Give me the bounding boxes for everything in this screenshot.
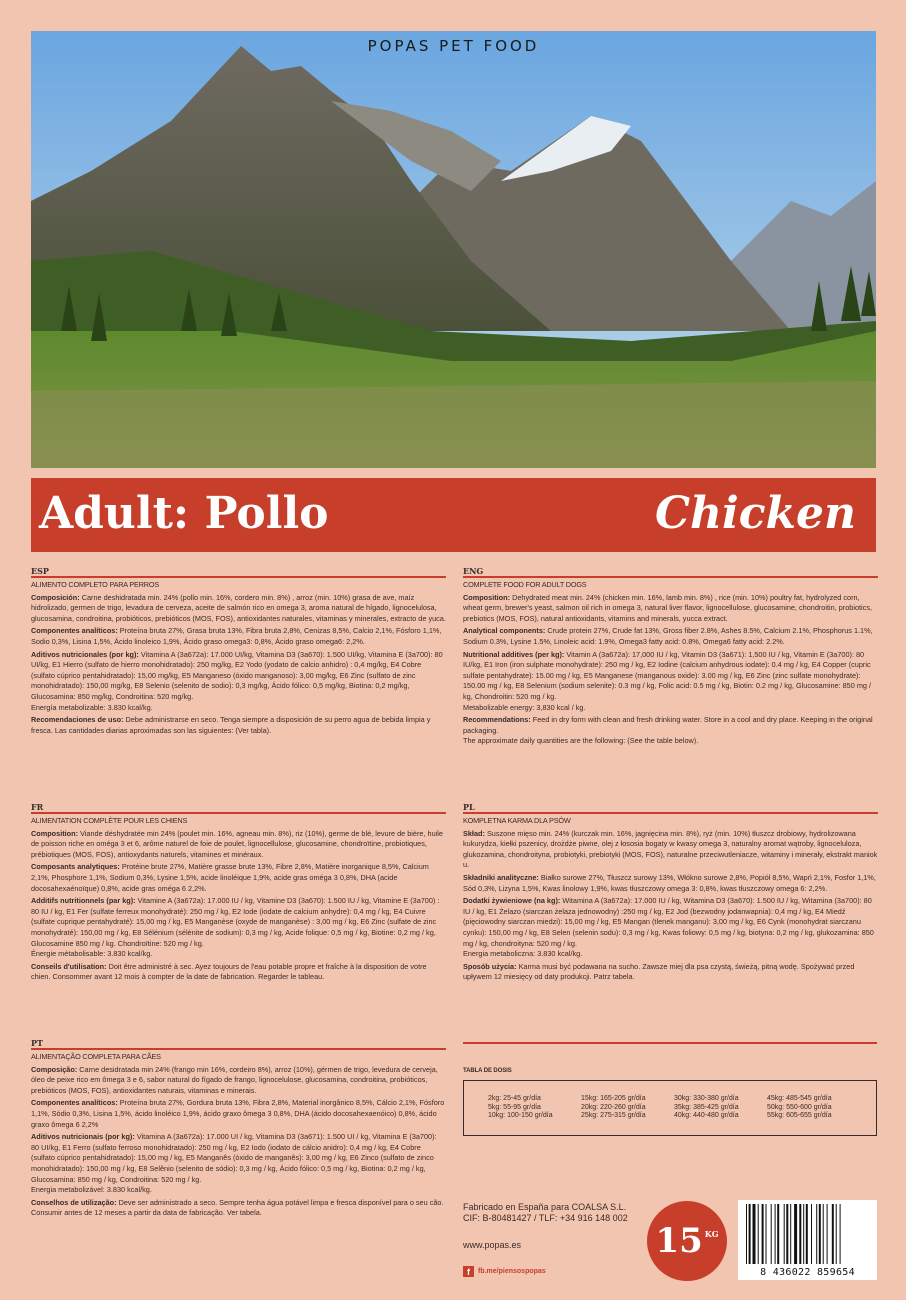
barcode-bar bbox=[766, 1204, 767, 1264]
manufacturer-contact: CIF: B-80481427 / TLF: +34 916 148 002 bbox=[463, 1213, 628, 1223]
analytical-text: Crude protein 27%, Crude fat 13%, Gross fiber 2.8%, Ashes 8.5%, Calcium 2.1%, Phosphorus 1.1%, Sodium 0.3%, Lysine 1.5%, Linoleic acid: 1.9%, Omega3 fatty acid: 0.8%, Omega6 fatty acid: 2.2%. bbox=[463, 626, 873, 646]
barcode-bar bbox=[775, 1204, 776, 1264]
analytical-text: Proteína bruta 27%, Gordura bruta 13%, Fibra 2,8%, Material inorgânico 8,5%, Cálcio 2,1%, Fósforo 1,1%, Sódio 0,3%, Lisina 1,5%, ácido linoléico 1,9%, ácido graxo ômega 3 0,8%, DHA (ácido docosahexaenóico) 0,8%, ácido graxo ômega 6 2,2% bbox=[31, 1098, 445, 1129]
section-pl bbox=[463, 802, 878, 985]
dose-entry: 10kg: 100-150 gr/día bbox=[488, 1112, 553, 1120]
manufacturer-info bbox=[463, 1202, 628, 1224]
energy-text: Énergie métabolisable: 3.830 kcal/kg. bbox=[31, 949, 153, 959]
section-code: FR bbox=[31, 802, 44, 812]
recommendations-label: Recomendaciones de uso: bbox=[31, 715, 124, 725]
analytical-label: Analytical components: bbox=[463, 626, 546, 636]
barcode-bar bbox=[790, 1204, 791, 1264]
composition bbox=[31, 593, 446, 625]
section-heading: ALIMENTATION COMPLÈTE POUR LES CHIENS bbox=[31, 816, 188, 825]
barcode-bar bbox=[777, 1204, 779, 1264]
dose-entry: 30kg: 330-380 gr/día bbox=[674, 1095, 739, 1102]
divider bbox=[31, 576, 446, 578]
dose-entry: 35kg: 385-425 gr/día bbox=[674, 1103, 739, 1111]
recommendations-text: Doit être administré à sec. Ayez toujours de l'eau potable propre et fraîche à la disposition de votre chien. Consommer avant 12 mois à compter de la date de fabrication. Regarder le tableau. bbox=[31, 961, 427, 982]
barcode-bar bbox=[784, 1204, 785, 1264]
mountain-illustration bbox=[31, 31, 876, 468]
recommendations-text: Feed in dry form with clean and fresh drinking water. Store in a cool and dry place. Keeping in the original packaging. bbox=[463, 715, 873, 735]
divider bbox=[31, 1048, 446, 1050]
analytical bbox=[31, 862, 446, 894]
weight-unit: KG bbox=[704, 1229, 719, 1239]
barcode-bar bbox=[749, 1204, 751, 1264]
website-link[interactable]: www.popas.es bbox=[463, 1240, 522, 1250]
dose-column bbox=[581, 1095, 674, 1135]
additives bbox=[463, 896, 878, 960]
dose-entry: 45kg: 485-545 gr/día bbox=[767, 1095, 832, 1102]
recommendations-label: Conseils d'utilisation: bbox=[31, 961, 107, 971]
analytical-label: Składniki analityczne: bbox=[463, 872, 539, 882]
barcode-digits: 8 436022 859654 bbox=[760, 1267, 855, 1278]
divider bbox=[463, 576, 878, 578]
dose-entry: 55kg: 605-655 gr/día bbox=[767, 1112, 832, 1120]
dose-column bbox=[674, 1095, 767, 1135]
divider bbox=[463, 812, 878, 814]
dose-entry: 15kg: 165-205 gr/día bbox=[581, 1095, 646, 1102]
section-code: PL bbox=[463, 802, 475, 812]
analytical bbox=[463, 626, 878, 647]
composition-text: Viande déshydratée min 24% (poulet min. 16%, agneau min. 8%), riz (10%), germe de blé, levure de bière, huile de poisson riche en oméga 3 et 6, arôme naturel de foie de poulet, lignocellulose, glucosamine, chondroïtine, probiotiques, prébiotiques (MOS, FOS), antioxydants naturels, vitamines et minéraux. bbox=[31, 828, 443, 859]
barcode-bar bbox=[753, 1204, 756, 1264]
barcode-bar bbox=[762, 1204, 764, 1264]
additives-label: Aditivos nutricionais (por kg): bbox=[31, 1132, 135, 1142]
dose-entry: 25kg: 275-315 gr/día bbox=[581, 1112, 646, 1120]
additives-text: Witamina A (3a672a): 17.000 IU / kg, Witamina D3 (3a670): 1.500 IU / kg, Witamina (3a700): 80 IU / kg, E1 Żelazo (siarczan żelaza jednowodny) :250 mg / kg, E2 Jod (bezwodny jodanwapnia): 0,4 mg / kg, E4 Miedź (pięciowodny siarczan miedzi): 15,00 mg / kg, E5 Mangan (tlenek manganu): 3,00 mg / kg, E6 Cynk (monohydrat siarczanu cynku): 150,00 mg / kg, E8 Selen (selenin sodu): 0,3 mg / kg, Kwas foliowy: 0,5 mg / kg, biotyna: 0,2 mg / kg, glukozamina: 850 mg / kg, chondroityna: 520 mg / kg. bbox=[463, 896, 874, 948]
dose-table-box bbox=[463, 1080, 877, 1136]
landscape-photo bbox=[31, 31, 876, 468]
additives-label: Additifs nutritionnels (par kg): bbox=[31, 896, 136, 906]
recommendations-text-2: The approximate daily quantities are the following: (See the table below). bbox=[463, 736, 699, 746]
divider bbox=[31, 812, 446, 814]
analytical bbox=[31, 626, 446, 647]
recommendations-text: Debe administrarse en seco. Tenga siempre a disposición de su perro agua de bebida limpia y fresca. Las cantidades diarias aproximadas son las siguientes: (Ver tabla). bbox=[31, 715, 431, 735]
section-heading: ALIMENTAÇÃO COMPLETA PARA CÃES bbox=[31, 1052, 161, 1061]
flavor-title: Chicken bbox=[655, 488, 856, 539]
additives-text: Vitamina A (3a672a): 17.000 UI / kg, Vitamina D3 (3a671): 1.500 UI / kg, Vitamina E (3a700): 80 UI/kg, E1 Ferro (sulfato ferroso monohidratado): 250 mg / kg, E2 Iodo (iodato de cálcio anidro): 0,4 mg / kg, E4 Cobre (sulfato cúprico pentahidratado): 15,00 mg / kg, E5 Manganês (óxido de manganês): 3,00 mg / kg, E6 Zinco (sulfato de zinco monohidratado): 150,00 mg / kg, E8 Selênio (selenito de sódio): 0,3 mg / kg, Ácido fólico: 0,5 mg / kg, Biotina: 0,2 mg / kg, Glucosamina: 850 mg / kg, Condroitina: 520 mg / kg. bbox=[31, 1132, 437, 1184]
analytical bbox=[31, 1098, 446, 1130]
recommendations bbox=[463, 715, 878, 747]
facebook-icon: f bbox=[463, 1266, 474, 1277]
additives bbox=[31, 1132, 446, 1196]
composition bbox=[31, 1065, 446, 1097]
section-heading: COMPLETE FOOD FOR ADULT DOGS bbox=[463, 580, 587, 589]
recommendations-text: Deve ser administrado a seco. Sempre tenha água potável limpa e fresca disponível para o seu cão. Consumir antes de 12 meses a partir da data de fabricação. Ver tabela. bbox=[31, 1197, 444, 1218]
weight-badge bbox=[647, 1201, 727, 1281]
analytical-label: Componentes analíticos: bbox=[31, 1098, 118, 1108]
recommendations-label: Recommendations: bbox=[463, 715, 531, 725]
facebook-link[interactable] bbox=[463, 1266, 546, 1277]
energy-text: Energia metaboliczna: 3.830 kcal/kg. bbox=[463, 949, 583, 959]
recommendations bbox=[31, 962, 446, 983]
recommendations bbox=[463, 962, 878, 983]
additives-label: Dodatki żywieniowe (na kg): bbox=[463, 896, 561, 906]
dose-entry: 40kg: 440-480 gr/día bbox=[674, 1112, 739, 1120]
composition-label: Composition: bbox=[31, 828, 79, 838]
analytical-text: Proteína bruta 27%, Grasa bruta 13%, Fibra bruta 2,8%, Cenizas 8,5%, Calcio 2,1%, Fósforo 1,1%, Sodio 0,3%, Lisina 1,5%, Ácido linoleico 1,9%, Ácido graso omega3: 0,8%, Ácido graso omega6: 2,2%. bbox=[31, 626, 442, 646]
dose-entry: 50kg: 550-600 gr/día bbox=[767, 1103, 832, 1111]
dose-table bbox=[463, 1042, 877, 1136]
barcode-bar bbox=[832, 1204, 834, 1264]
barcode-bar bbox=[799, 1204, 801, 1264]
barcode-bar bbox=[816, 1204, 817, 1264]
composition-text: Carne desidratada min 24% (frango min 16%, cordeiro 8%), arroz (10%), gérmen de trigo, levedura de cerveja, óleo de peixe rico em ômega 3 e 6, sabor natural do fígado de frango, lignocelulose, glucosamina, condroitina, probióticos, prebióticos (MOS, FOS), antioxidantes naturais, vitaminas e minerais. bbox=[31, 1064, 438, 1095]
dose-column bbox=[488, 1095, 581, 1135]
barcode-bar bbox=[758, 1204, 759, 1264]
additives-text: Vitamine A (3a672a): 17.000 IU / kg, Vitamine D3 (3a670): 1.500 IU / kg, Vitamine E (3a700) : 80 IU / kg, E1 Fer (sulfate ferreux monohydraté): 250 mg / kg, E2 Iode (iodate de calcium anhydre): 0,4 mg / kg, E4 Cuivre (sulfate cuprique pentahydraté): 15,00 mg / kg, E5 Manganèse (oxyde de manganèse) : 3,00 mg / kg, E6 Zinc (sulfate de zinc monohydraté): 150,00 mg / kg, E8 Sélénium (sélénite de sodium): 0,3 mg / kg, Acide folique: 0,5 mg / kg, Biotine: 0,2 mg / kg, Glucosamine 850 mg / kg. Chondroïtine: 520 mg / kg. bbox=[31, 896, 440, 948]
dose-column bbox=[767, 1095, 860, 1135]
composition bbox=[31, 829, 446, 861]
recommendations bbox=[31, 715, 446, 736]
composition-label: Composição: bbox=[31, 1064, 78, 1074]
additives-label: Nutritional additives (per kg): bbox=[463, 649, 565, 659]
section-fr bbox=[31, 802, 446, 985]
composition-text: Dehydrated meat min. 24% (chicken min. 16%, lamb min. 8%) , rice (min. 10%) poultry fat, hydrolyzed corn, wheat germ, brewer's yeast, salmon oil rich in omega 3, natural liver flavor, lignocellulose, glucosamine, chondroitin, probiotics, prebiotics (MOS, FOS), natural antioxidants, vitamins and minerals, yucca extract. bbox=[463, 592, 872, 623]
energy-text: Energía metabolizable: 3.830 kcal/kg. bbox=[31, 702, 153, 712]
recommendations-text: Karma musi być podawana na sucho. Zawsze miej dla psa czystą, świeżą, pitną wodę. Spożywać przed upływem 12 miesięcy od daty produkcji. Patrz tabela. bbox=[463, 961, 855, 982]
divider bbox=[463, 1042, 877, 1044]
section-eng bbox=[463, 566, 878, 749]
recommendations-label: Conselhos de utilização: bbox=[31, 1197, 117, 1207]
additives bbox=[463, 650, 878, 714]
composition-label: Composición: bbox=[31, 592, 80, 602]
section-code: PT bbox=[31, 1038, 43, 1048]
composition bbox=[463, 593, 878, 625]
analytical bbox=[463, 873, 878, 894]
barcode-bar bbox=[819, 1204, 821, 1264]
additives-text: Vitamina A (3a672a): 17.000 UI/kg, Vitamina D3 (3a670): 1.500 UI/kg, Vitamina E (3a700): 80 UI/kg, E1 Hierro (sulfato de hierro monohidratado): 250 mg/kg, E2 Yodo (yodato de calcio anhidro) : 0,4 mg/kg, E4 Cobre (sulfato cúprico pentahidratado): 15,00 mg/kg, E5 Manganeso (óxido manganoso): 3,00 mg/kg, E6 Zinc (sulfato de zinc monohidratado): 150,00 mg/kg, E8 Selenio (selenito de sodio): 0,3 mg/kg, Ácido fólico: 0,5 mg/kg, Biotina: 0,2 mg/kg, Glucosamina: 850 mg/kg, Condroitina: 520 mg/kg. bbox=[31, 649, 443, 701]
section-esp bbox=[31, 566, 446, 738]
recommendations-label: Sposób użycia: bbox=[463, 961, 517, 971]
recommendations bbox=[31, 1198, 446, 1219]
additives-label: Aditivos nutricionales (por kg): bbox=[31, 649, 139, 659]
dose-table-label: TABLA DE DOSIS bbox=[463, 1068, 512, 1074]
dose-entry: 20kg: 220-260 gr/día bbox=[581, 1103, 646, 1111]
barcode-bar bbox=[811, 1204, 812, 1264]
barcode-bar bbox=[746, 1204, 747, 1264]
analytical-text: Białko surowe 27%, Tłuszcz surowy 13%, Włókno surowe 2,8%, Popiół 8,5%, Wapń 2,1%, Fosfor 1,1%, Sód 0,3%, Lizyna 1,5%, Kwas linolowy 1,9%, kwas tłuszczowy omega 3: 0,8%, kwas tłuszczowy omega 6: 2,2%. bbox=[463, 872, 876, 893]
section-code: ENG bbox=[463, 566, 484, 576]
barcode-bars bbox=[746, 1204, 869, 1264]
energy-text: Metabolizable energy: 3,830 kcal / kg. bbox=[463, 702, 586, 712]
barcode-bar bbox=[803, 1204, 804, 1264]
weight-number: 15 bbox=[655, 1221, 703, 1261]
barcode-bar bbox=[786, 1204, 788, 1264]
barcode-bar bbox=[827, 1204, 828, 1264]
barcode-bar bbox=[771, 1204, 772, 1264]
additives bbox=[31, 650, 446, 714]
section-heading: ALIMENTO COMPLETO PARA PERROS bbox=[31, 580, 160, 589]
analytical-label: Composants analytiques: bbox=[31, 862, 120, 872]
composition-label: Composition: bbox=[463, 592, 511, 602]
section-heading: KOMPLETNA KARMA DLA PSÓW bbox=[463, 816, 571, 825]
dose-entry: 2kg: 25-45 gr/día bbox=[488, 1095, 541, 1102]
additives-text: Vitamin A (3a672a): 17,000 IU / kg, Vitamin D3 (3a671): 1,500 IU / kg, Vitamin E (3a700): 80 IU/kg, E1 Iron (iron sulphate monohydrate): 250 mg / kg, E2 Iodine (calcium anhydrous iodate): 0.4 mg / kg, E4 Copper (cupric sulfate pentahydrate): 15.00 mg / kg, E5 Manganese (manganous oxide): 3.00 mg / kg, E6 Zinc (zinc sulfate monohydrate): 150.00 mg / kg, E8 Selenium (sodium selenite): 0.3 mg / kg, Folic acid: 0.5 mg / kg, Biotin: 0.2 mg / kg, Glucosamine: 850 mg / kg, Chondroitin: 520 mg / kg. bbox=[463, 649, 872, 701]
barcode-bar bbox=[840, 1204, 841, 1264]
barcode bbox=[738, 1200, 877, 1280]
composition bbox=[463, 829, 878, 871]
barcode-bar bbox=[806, 1204, 808, 1264]
analytical-text: Protéine brute 27%, Matière grasse brute 13%, Fibre 2,8%, Matière inorganique 8,5%, Calcium 2,1%, Phosphore 1,1%, Sodium 0,3%, Lysine 1,5%, acide linoléique 1,9%, acide gras oméga 3 0,8%, DHA (acide docosahexaénoïque) 0,8%, acide gras oméga 6 2,2%. bbox=[31, 862, 429, 893]
brand-name: POPAS PET FOOD bbox=[367, 37, 540, 55]
analytical-label: Componentes analíticos: bbox=[31, 626, 118, 636]
composition-label: Skład: bbox=[463, 828, 485, 838]
barcode-bar bbox=[823, 1204, 824, 1264]
product-title: Adult: Pollo bbox=[39, 488, 329, 539]
section-code: ESP bbox=[31, 566, 49, 576]
dose-entry: 5kg: 55-95 gr/día bbox=[488, 1103, 541, 1111]
additives bbox=[31, 896, 446, 960]
title-banner bbox=[31, 478, 876, 552]
facebook-url: fb.me/piensospopas bbox=[478, 1268, 546, 1275]
section-pt bbox=[31, 1038, 446, 1221]
barcode-bar bbox=[836, 1204, 837, 1264]
manufacturer-line: Fabricado en España para COALSA S.L. bbox=[463, 1202, 627, 1212]
composition-text: Suszone mięso min. 24% (kurczak min. 16%, jagnięcina min. 8%), ryż (min. 10%) tłuszcz drobiowy, hydrolizowana kukurydza, kiełki pszenicy, drożdże piwne, olej z łososia bogaty w kwasy omega 3, naturalny aromat wątroby, lignoceluloza, glukozamina, chondroityna, probiotyki, prebiotyki (MOS, FOS), naturalne przeciwutleniacze, witaminy i minerały, ekstrakt maniok u. bbox=[463, 828, 878, 870]
composition-text: Carne deshidratada min. 24% (pollo min. 16%, cordero min. 8%) , arroz (min. 10%) grasa de ave, maíz hidrolizado, germen de trigo, levadura de cerveza, aceite de salmón rico en omega 3, aroma natural de hígado, lignocelulosa, glucosamina, condroitina, probióticos, prebióticos (MOS, FOS), antioxidantes naturales, vitaminas y minerales, extracto de yuca. bbox=[31, 592, 446, 623]
energy-text: Energia metabolizável: 3.830 kcal/kg. bbox=[31, 1185, 152, 1195]
barcode-bar bbox=[794, 1204, 797, 1264]
